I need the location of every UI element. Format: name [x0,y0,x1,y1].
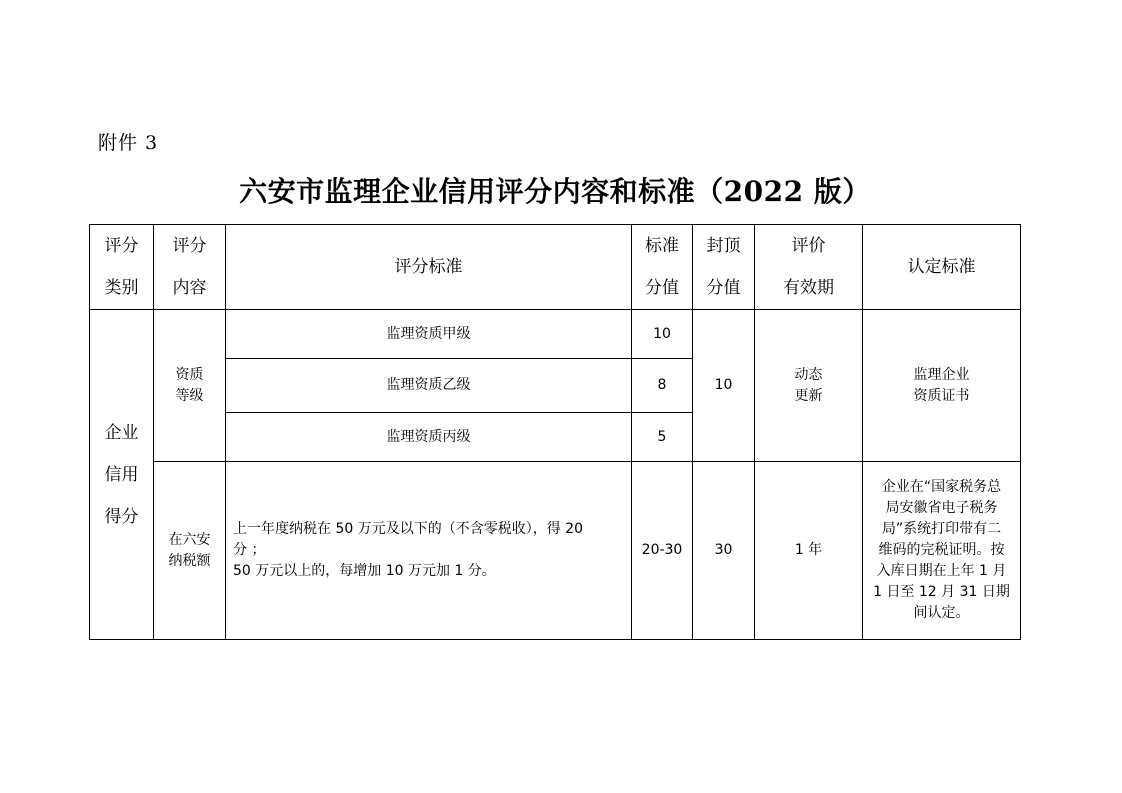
criteria-grade-c: 监理资质丙级 [226,413,632,462]
header-certification-label: 认定标准 [907,257,976,277]
header-validity-line1: 评价 [791,236,826,256]
score-grade-c: 5 [632,413,693,462]
header-content [154,225,226,310]
category-line3: 得分 [104,506,139,527]
content-qualification [154,310,226,462]
table-row [90,462,1021,640]
certification-tax-line2: 局安徽省电子税务 [885,500,998,516]
certification-tax-line1: 企业在“国家税务总 [881,479,1002,495]
score-grade-b: 8 [632,359,693,413]
header-row [90,225,1021,310]
certification-tax-line3: 局”系统打印带有二 [881,521,1002,537]
attachment-label: 附件 3 [98,132,159,154]
scoring-table [89,224,1021,640]
score-grade-a: 10 [632,310,693,359]
certification-tax-line7: 间认定。 [913,605,970,621]
criteria-tax [226,462,632,640]
header-content-line1: 评分 [172,236,207,256]
content-tax [154,462,226,640]
header-standard-score-line1: 标准 [645,236,679,256]
content-tax-line1: 在六安 [168,531,211,548]
validity-qualification-line2: 更新 [794,387,823,404]
header-category-line2: 类别 [104,278,139,298]
header-cap-score [693,225,755,310]
content-tax-line2: 纳税额 [168,552,211,569]
validity-tax: 1 年 [755,462,863,640]
certification-tax-line4: 维码的完税证明。按 [878,542,1005,558]
header-cap-score-line2: 分值 [706,278,741,298]
cap-qualification: 10 [693,310,755,462]
criteria-tax-line3: 50 万元以上的，每增加 10 万元加 1 分。 [233,563,496,579]
content-qualification-line1: 资质 [175,366,204,383]
certification-qualification-line2: 资质证书 [913,387,970,404]
criteria-grade-b: 监理资质乙级 [226,359,632,413]
category-line2: 信用 [104,464,139,485]
cap-tax: 30 [693,462,755,640]
header-content-line2: 内容 [172,278,207,298]
header-standard-score [632,225,693,310]
document-title: 六安市监理企业信用评分内容和标准（2022 版） [239,175,871,208]
certification-qualification-line1: 监理企业 [913,366,970,383]
criteria-grade-a: 监理资质甲级 [226,310,632,359]
header-criteria-label: 评分标准 [394,257,463,277]
certification-tax [863,462,1021,640]
certification-tax-line5: 入库日期在上年 1 月 [876,563,1007,579]
header-validity [755,225,863,310]
criteria-tax-line1: 上一年度纳税在 50 万元及以下的（不含零税收），得 20 [233,521,583,537]
criteria-tax-line2: 分 ； [233,542,266,558]
header-category [90,225,154,310]
header-category-line1: 评分 [104,236,139,256]
header-cap-score-line1: 封顶 [706,236,741,256]
validity-qualification-line1: 动态 [794,366,823,383]
validity-qualification [755,310,863,462]
header-certification [863,225,1021,310]
certification-tax-line6: 1 日至 12 月 31 日期 [873,584,1010,600]
header-criteria [226,225,632,310]
certification-qualification [863,310,1021,462]
category-cell [90,310,154,640]
content-qualification-line2: 等级 [175,387,204,404]
header-validity-line2: 有效期 [783,278,834,298]
score-tax: 20-30 [632,462,693,640]
category-line1: 企业 [104,422,139,443]
table-row [90,310,1021,359]
header-standard-score-line2: 分值 [645,278,679,298]
